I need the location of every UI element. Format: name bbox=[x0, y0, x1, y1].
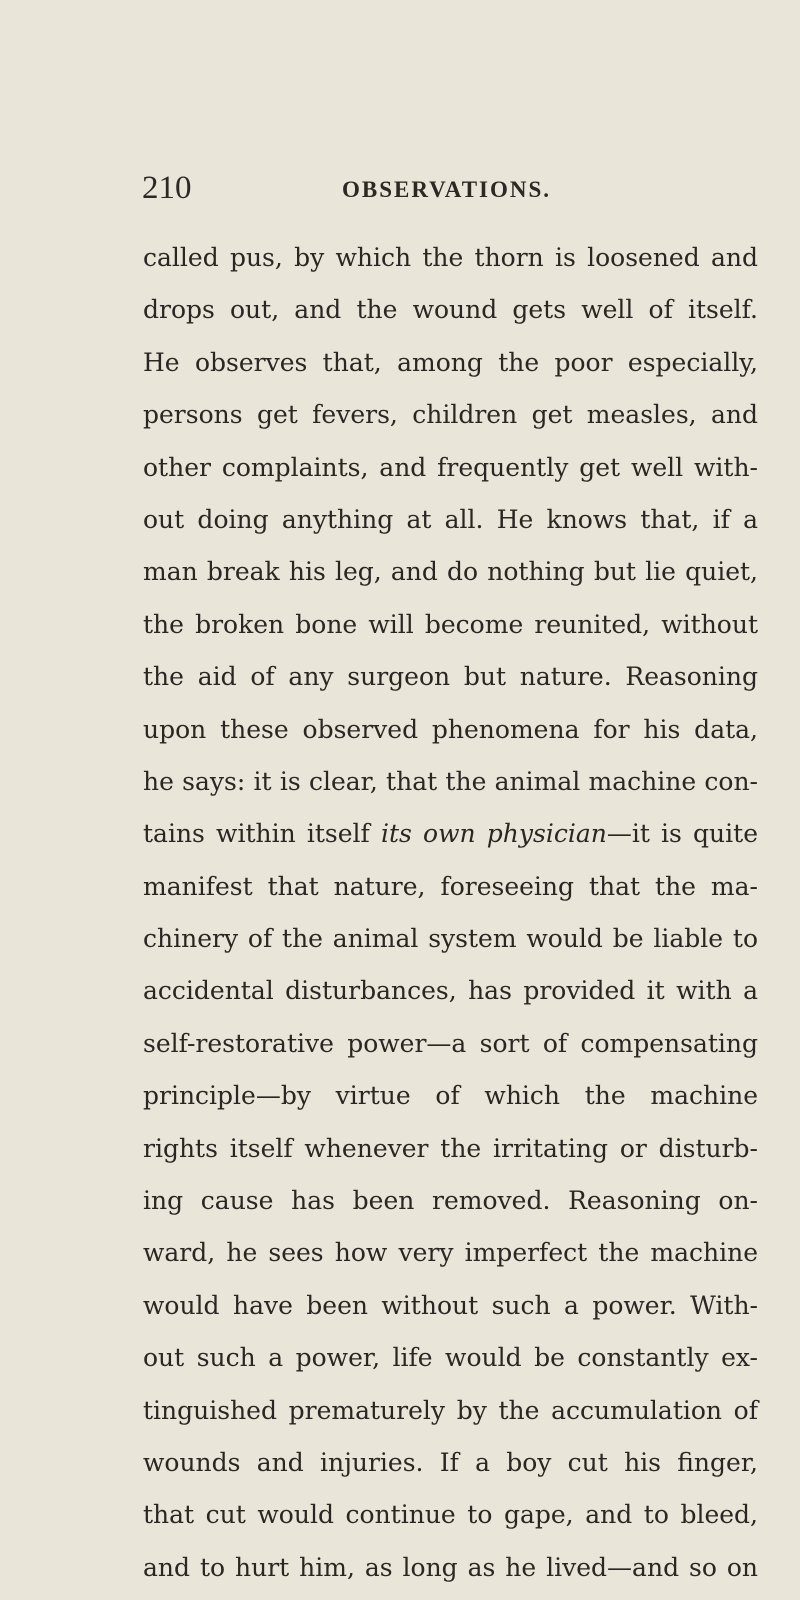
text-line: the aid of any surgeon but nature. Reasoning bbox=[143, 662, 758, 692]
running-head: OBSERVATIONS. bbox=[342, 177, 552, 202]
text-line: upon these observed phenomena for his data, bbox=[143, 714, 758, 744]
page-header bbox=[0, 163, 800, 213]
text-line: persons get fevers, children get measles, and bbox=[143, 400, 758, 430]
page-number: 210 bbox=[142, 170, 192, 206]
text-line: self-restorative power—a sort of compensating bbox=[143, 1028, 758, 1058]
text-line: accidental disturbances, has provided it with a bbox=[143, 976, 758, 1006]
text-line: rights itself whenever the irritating or disturb- bbox=[143, 1133, 758, 1163]
text-line: man break his leg, and do nothing but lie quiet, bbox=[143, 557, 758, 587]
text-line: wounds and injuries. If a boy cut his finger, bbox=[143, 1447, 758, 1477]
text-line: tinguished prematurely by the accumulation of bbox=[143, 1395, 758, 1425]
text-line: that cut would continue to gape, and to bleed, bbox=[143, 1500, 758, 1530]
italic-phrase: its own physician bbox=[380, 819, 607, 849]
text-line: principle—by virtue of which the machine bbox=[143, 1081, 758, 1111]
text-line: drops out, and the wound gets well of itself. bbox=[143, 295, 758, 325]
text-line: he says: it is clear, that the animal machine con- bbox=[143, 766, 758, 796]
text-line: out such a power, life would be constantly ex- bbox=[143, 1343, 758, 1373]
text-line: out doing anything at all. He knows that, if a bbox=[143, 504, 758, 534]
text-line: He observes that, among the poor especially, bbox=[143, 347, 758, 377]
line-end: —it is quite bbox=[606, 819, 758, 849]
text-line: and to hurt him, as long as he lived—and so on bbox=[143, 1552, 758, 1582]
text-line-mixed bbox=[143, 814, 758, 866]
text-line: chinery of the animal system would be liable to bbox=[143, 924, 758, 954]
text-line: other complaints, and frequently get well with- bbox=[143, 452, 758, 482]
text-line: manifest that nature, foreseeing that the ma- bbox=[143, 871, 758, 901]
body-text bbox=[143, 238, 758, 1600]
text-line: would have been without such a power. With- bbox=[143, 1290, 758, 1320]
text-line: the broken bone will become reunited, without bbox=[143, 609, 758, 639]
line-start: tains within itself bbox=[143, 819, 381, 849]
text-line: ward, he sees how very imperfect the machine bbox=[143, 1238, 758, 1268]
text-line: called pus, by which the thorn is loosened and bbox=[143, 243, 758, 272]
text-line: ing cause has been removed. Reasoning on- bbox=[143, 1186, 758, 1216]
